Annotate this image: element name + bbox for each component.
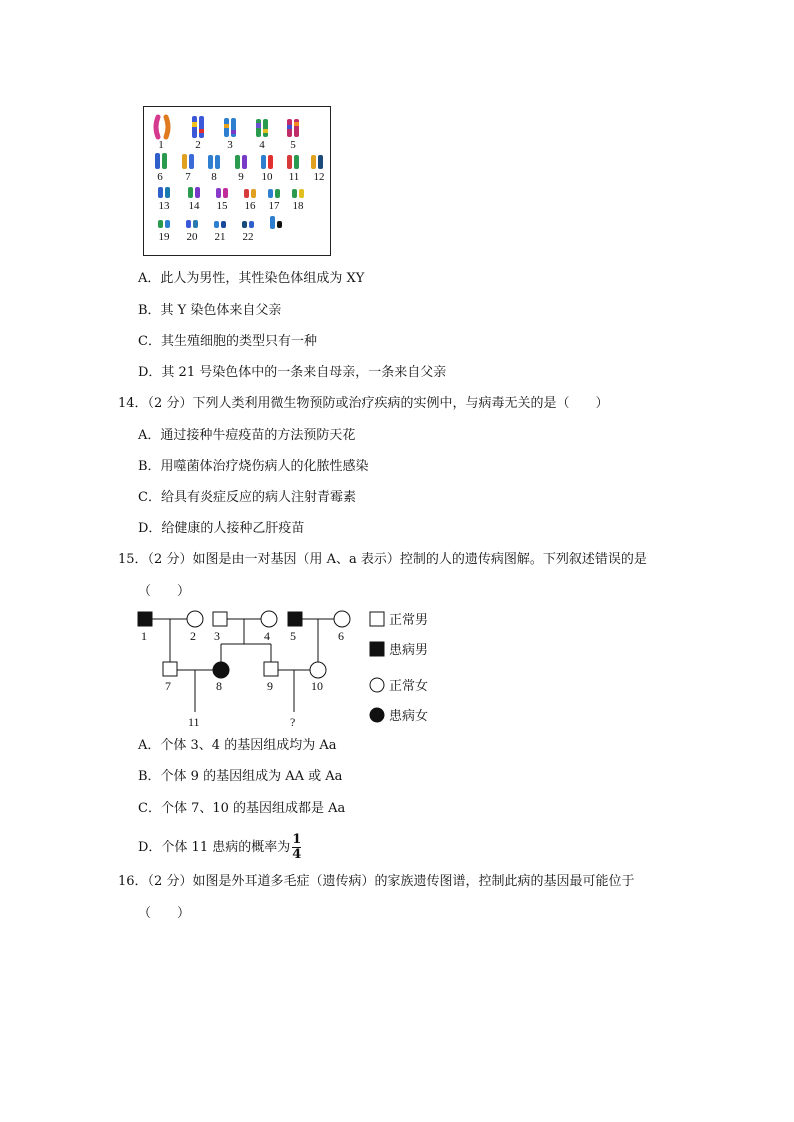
q16-answer-paren: （ ） [138,906,191,921]
legend-affected-male: 患病男 [369,639,428,658]
chromosome-label: 8 [211,171,217,183]
chromosome-pair-4 [256,119,268,137]
chromosome-pair-2 [192,116,204,138]
q15-option-a[interactable]: A．个体 3、4 的基因组成均为 Aa [138,738,337,753]
q15-option-d[interactable]: D．个体 11 患病的概率为 $\frac{1}{4}$ [138,832,302,862]
chromosome-pair-21 [214,221,226,228]
pedigree-label: 3 [214,629,220,643]
chromosome-label: 17 [268,200,280,212]
chromosome-pair-8 [208,155,220,169]
individual-6 [334,611,350,627]
q15-option-b[interactable]: B．个体 9 的基因组成为 AA 或 Aa [138,769,343,784]
chromosome-label: 21 [214,231,226,243]
chromosome-label: 3 [227,139,233,151]
q14-option-a[interactable]: A．通过接种牛痘疫苗的方法预防天花 [138,428,356,443]
square-outline-icon [369,611,385,627]
chromosome-label: 11 [288,171,300,183]
chromosome-pair-20 [186,220,198,228]
square-filled-icon [369,641,385,657]
chromosome-pair-19 [158,220,170,228]
chromosome-label: 19 [158,231,170,243]
chromosome-label: 14 [188,200,200,212]
chromosome-label: 20 [186,231,198,243]
individual-8 [213,662,229,678]
chromosome-pair-10 [261,155,273,169]
chromosome-pair-18 [292,189,304,198]
individual-1 [138,612,152,626]
chromosome-label: 9 [238,171,244,183]
chromosome-pair-11 [287,155,299,169]
individual-4 [261,611,277,627]
chromosome-pair-14 [188,187,200,198]
legend-affected-female: 患病女 [369,705,428,724]
pedigree-label: 4 [264,629,270,643]
chromosome-label: 5 [290,139,296,151]
chromosome-pair-3 [224,118,236,137]
pedigree-label: 10 [311,679,323,693]
chromosome-pair-5 [287,119,299,137]
chromosome-label: 7 [185,171,191,183]
pedigree-label: 2 [190,629,196,643]
pedigree-label: ? [290,715,296,729]
chromosome-label: 13 [158,200,170,212]
pedigree-label: 7 [165,679,171,693]
q13-option-b[interactable]: B．其 Y 染色体来自父亲 [138,303,282,318]
individual-10 [310,662,326,678]
chromosome-label: 2 [195,139,201,151]
chromosome-pair-16 [244,189,256,198]
chromosome-image [144,107,330,255]
chromosome-pair-7 [182,154,194,169]
pedigree-label: 1 [141,629,147,643]
q14-option-d[interactable]: D．给健康的人接种乙肝疫苗 [138,521,305,536]
chromosome-pair-9 [235,155,247,169]
individual-5 [288,612,302,626]
chromosome-pair-22 [242,221,254,228]
pedigree-label: 9 [267,679,273,693]
q15-stem: 15．（2 分）如图是由一对基因（用 A、a 表示）控制的人的遗传病图解。下列叙述错误的是 [118,552,647,567]
individual-2 [187,611,203,627]
individual-9 [264,662,278,676]
chromosome-label: 15 [216,200,228,212]
q14-stem: 14．（2 分）下列人类利用微生物预防或治疗疾病的实例中，与病毒无关的是（ ） [118,396,609,411]
q15-option-c[interactable]: C．个体 7、10 的基因组成都是 Aa [138,801,346,816]
q15-answer-paren: （ ） [138,584,191,599]
chromosome-pair-12 [311,155,323,169]
individual-7 [163,662,177,676]
pedigree-chart [128,600,368,732]
q13-option-c[interactable]: C．其生殖细胞的类型只有一种 [138,334,317,349]
pedigree-label: 5 [290,629,296,643]
fraction: $\frac{1}{4}$ [292,832,302,862]
circle-filled-icon [369,707,385,723]
pedigree-label: 11 [188,715,200,729]
q16-stem: 16．（2 分）如图是外耳道多毛症（遗传病）的家族遗传图谱，控制此病的基因最可能位于 [118,874,635,889]
chromosome-pair-15 [216,188,228,198]
circle-outline-icon [369,677,385,693]
q13-option-a[interactable]: A．此人为男性，其性染色体组成为 XY [138,271,365,286]
karyotype-figure [143,106,331,256]
chromosome-pair-17 [268,189,280,198]
legend-normal-female: 正常女 [369,675,428,694]
chromosome-label: 1 [158,139,164,151]
sex-chromosomes [270,216,282,229]
legend-normal-male: 正常男 [369,609,428,628]
chromosome-label: 12 [313,171,325,183]
chromosome-label: 4 [259,139,265,151]
pedigree-label: 8 [216,679,222,693]
q14-option-c[interactable]: C．给具有炎症反应的病人注射青霉素 [138,490,356,505]
chromosome-label: 22 [242,231,254,243]
chromosome-pair-13 [158,187,170,198]
chromosome-pair-1 [156,117,168,137]
chromosome-label: 6 [157,171,163,183]
q14-option-b[interactable]: B．用噬菌体治疗烧伤病人的化脓性感染 [138,459,369,474]
individual-3 [213,612,227,626]
q13-option-d[interactable]: D．其 21 号染色体中的一条来自母亲，一条来自父亲 [138,365,447,380]
chromosome-label: 10 [261,171,273,183]
chromosome-pair-6 [155,153,167,169]
pedigree-label: 6 [338,629,344,643]
chromosome-label: 18 [292,200,304,212]
chromosome-label: 16 [244,200,256,212]
